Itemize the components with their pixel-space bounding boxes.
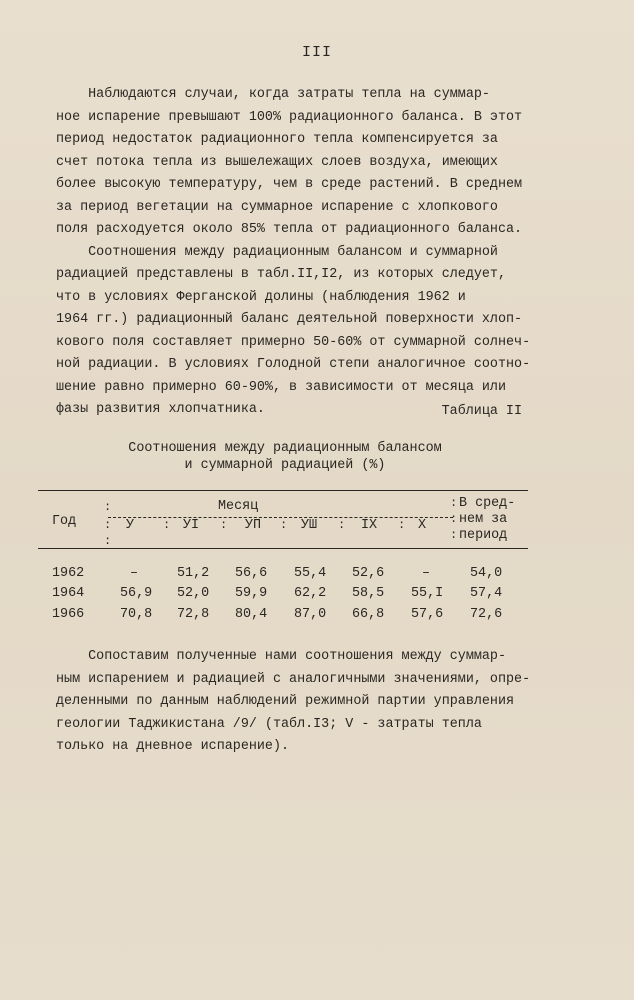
text-line: более высокую температуру, чем в среде растений. В среднем [56, 177, 523, 192]
table-cell: 55,4 [294, 566, 327, 581]
table-cell-average: 57,4 [470, 586, 503, 601]
text-line: кового поля составляет примерно 50-60% от суммарной солнеч- [56, 334, 531, 350]
table-header-rule [38, 548, 528, 549]
column-separator: : [104, 500, 112, 514]
paragraph-2 [56, 242, 546, 422]
table-cell: 72,8 [177, 607, 210, 622]
header-average: В сред- [459, 496, 516, 511]
table-cell: – [422, 566, 431, 581]
column-separator: : [104, 534, 112, 548]
row-year: 1964 [52, 586, 85, 601]
text-line: Соотношения между радиационным балансом и суммарной [56, 244, 498, 260]
text-line: счет потока тепла из вышележащих слоев воздуха, имеющих [56, 154, 498, 170]
row-year: 1966 [52, 607, 85, 622]
text-line: ной радиации. В условиях Голодной степи аналогичное соотно- [56, 357, 531, 372]
text-line: радиацией представлены в табл.II,I2, из которых следует, [56, 267, 506, 282]
table-cell: 70,8 [120, 607, 153, 622]
text-line: Наблюдаются случаи, когда затраты тепла на суммар- [56, 87, 490, 102]
table-cell: 55,I [411, 586, 444, 601]
header-month: УI [183, 518, 200, 533]
text-line: что в условиях Ферганской долины (наблюдения 1962 и [56, 289, 466, 305]
column-separator: : [163, 518, 171, 532]
table-cell: 52,0 [177, 586, 210, 601]
table-cell: 66,8 [352, 607, 385, 622]
table-title [0, 440, 570, 474]
table-cell-average: 54,0 [470, 566, 503, 581]
column-separator: : [450, 512, 458, 526]
table-cell: 87,0 [294, 607, 327, 622]
column-separator: : [450, 528, 458, 542]
text-line: деленными по данным наблюдений режимной партии управления [56, 694, 515, 709]
table-cell: 57,6 [411, 607, 444, 622]
header-month: УШ [301, 518, 318, 533]
table-cell: 56,9 [120, 586, 153, 601]
table-cell: 51,2 [177, 566, 210, 581]
table-cell: 52,6 [352, 566, 385, 581]
column-separator: : [450, 496, 458, 510]
header-month: УП [245, 518, 262, 533]
table-cell: 56,6 [235, 566, 268, 581]
body-text [56, 84, 546, 422]
column-separator: : [338, 518, 346, 532]
header-year: Год [52, 514, 77, 529]
column-separator: : [280, 518, 288, 532]
text-line: шение равно примерно 60-90%, в зависимости от месяца или [56, 379, 506, 395]
column-separator: : [398, 518, 406, 532]
table-cell: 59,9 [235, 586, 268, 601]
text-line: поля расходуется около 85% тепла от радиационного баланса. [56, 222, 523, 237]
header-month: X [418, 518, 427, 533]
header-average: нем за [459, 512, 508, 527]
table-cell-average: 72,6 [470, 607, 503, 622]
row-year: 1962 [52, 566, 85, 581]
table-cell: – [130, 566, 139, 581]
table-cell: 80,4 [235, 607, 268, 622]
text-line: фазы развития хлопчатника. [56, 402, 265, 417]
header-month-group: Месяц [218, 499, 259, 514]
table-title-line: и суммарной радиацией (%) [184, 458, 386, 473]
page-number: III [301, 44, 332, 61]
text-line: ным испарением и радиацией с аналогичными значениями, опре- [56, 671, 531, 687]
text-line: период недостаток радиационного тепла компенсируется за [56, 132, 498, 147]
table-cell: 62,2 [294, 586, 327, 601]
header-average: период [459, 528, 508, 543]
column-separator: : [220, 518, 228, 532]
header-month: У [126, 518, 135, 533]
closing-paragraph [56, 646, 546, 759]
text-line: геологии Таджикистана /9/ (табл.I3; V - затраты тепла [56, 716, 482, 732]
text-line: 1964 гг.) радиационный баланс деятельной поверхности хлоп- [56, 312, 523, 327]
text-line: за период вегетации на суммарное испарение с хлопкового [56, 199, 498, 215]
text-line: только на дневное испарение). [56, 739, 290, 754]
text-line: ное испарение превышают 100% радиационного баланса. В этот [56, 109, 523, 125]
table-cell: 58,5 [352, 586, 385, 601]
table-label: Таблица II [441, 404, 522, 419]
table-title-line: Соотношения между радиационным балансом [128, 441, 442, 456]
column-separator: : [104, 518, 112, 532]
table-top-rule [38, 490, 528, 491]
text-line: Сопоставим полученные нами соотношения между суммар- [56, 649, 506, 664]
paragraph-1 [56, 84, 546, 242]
header-month: IX [361, 518, 378, 533]
